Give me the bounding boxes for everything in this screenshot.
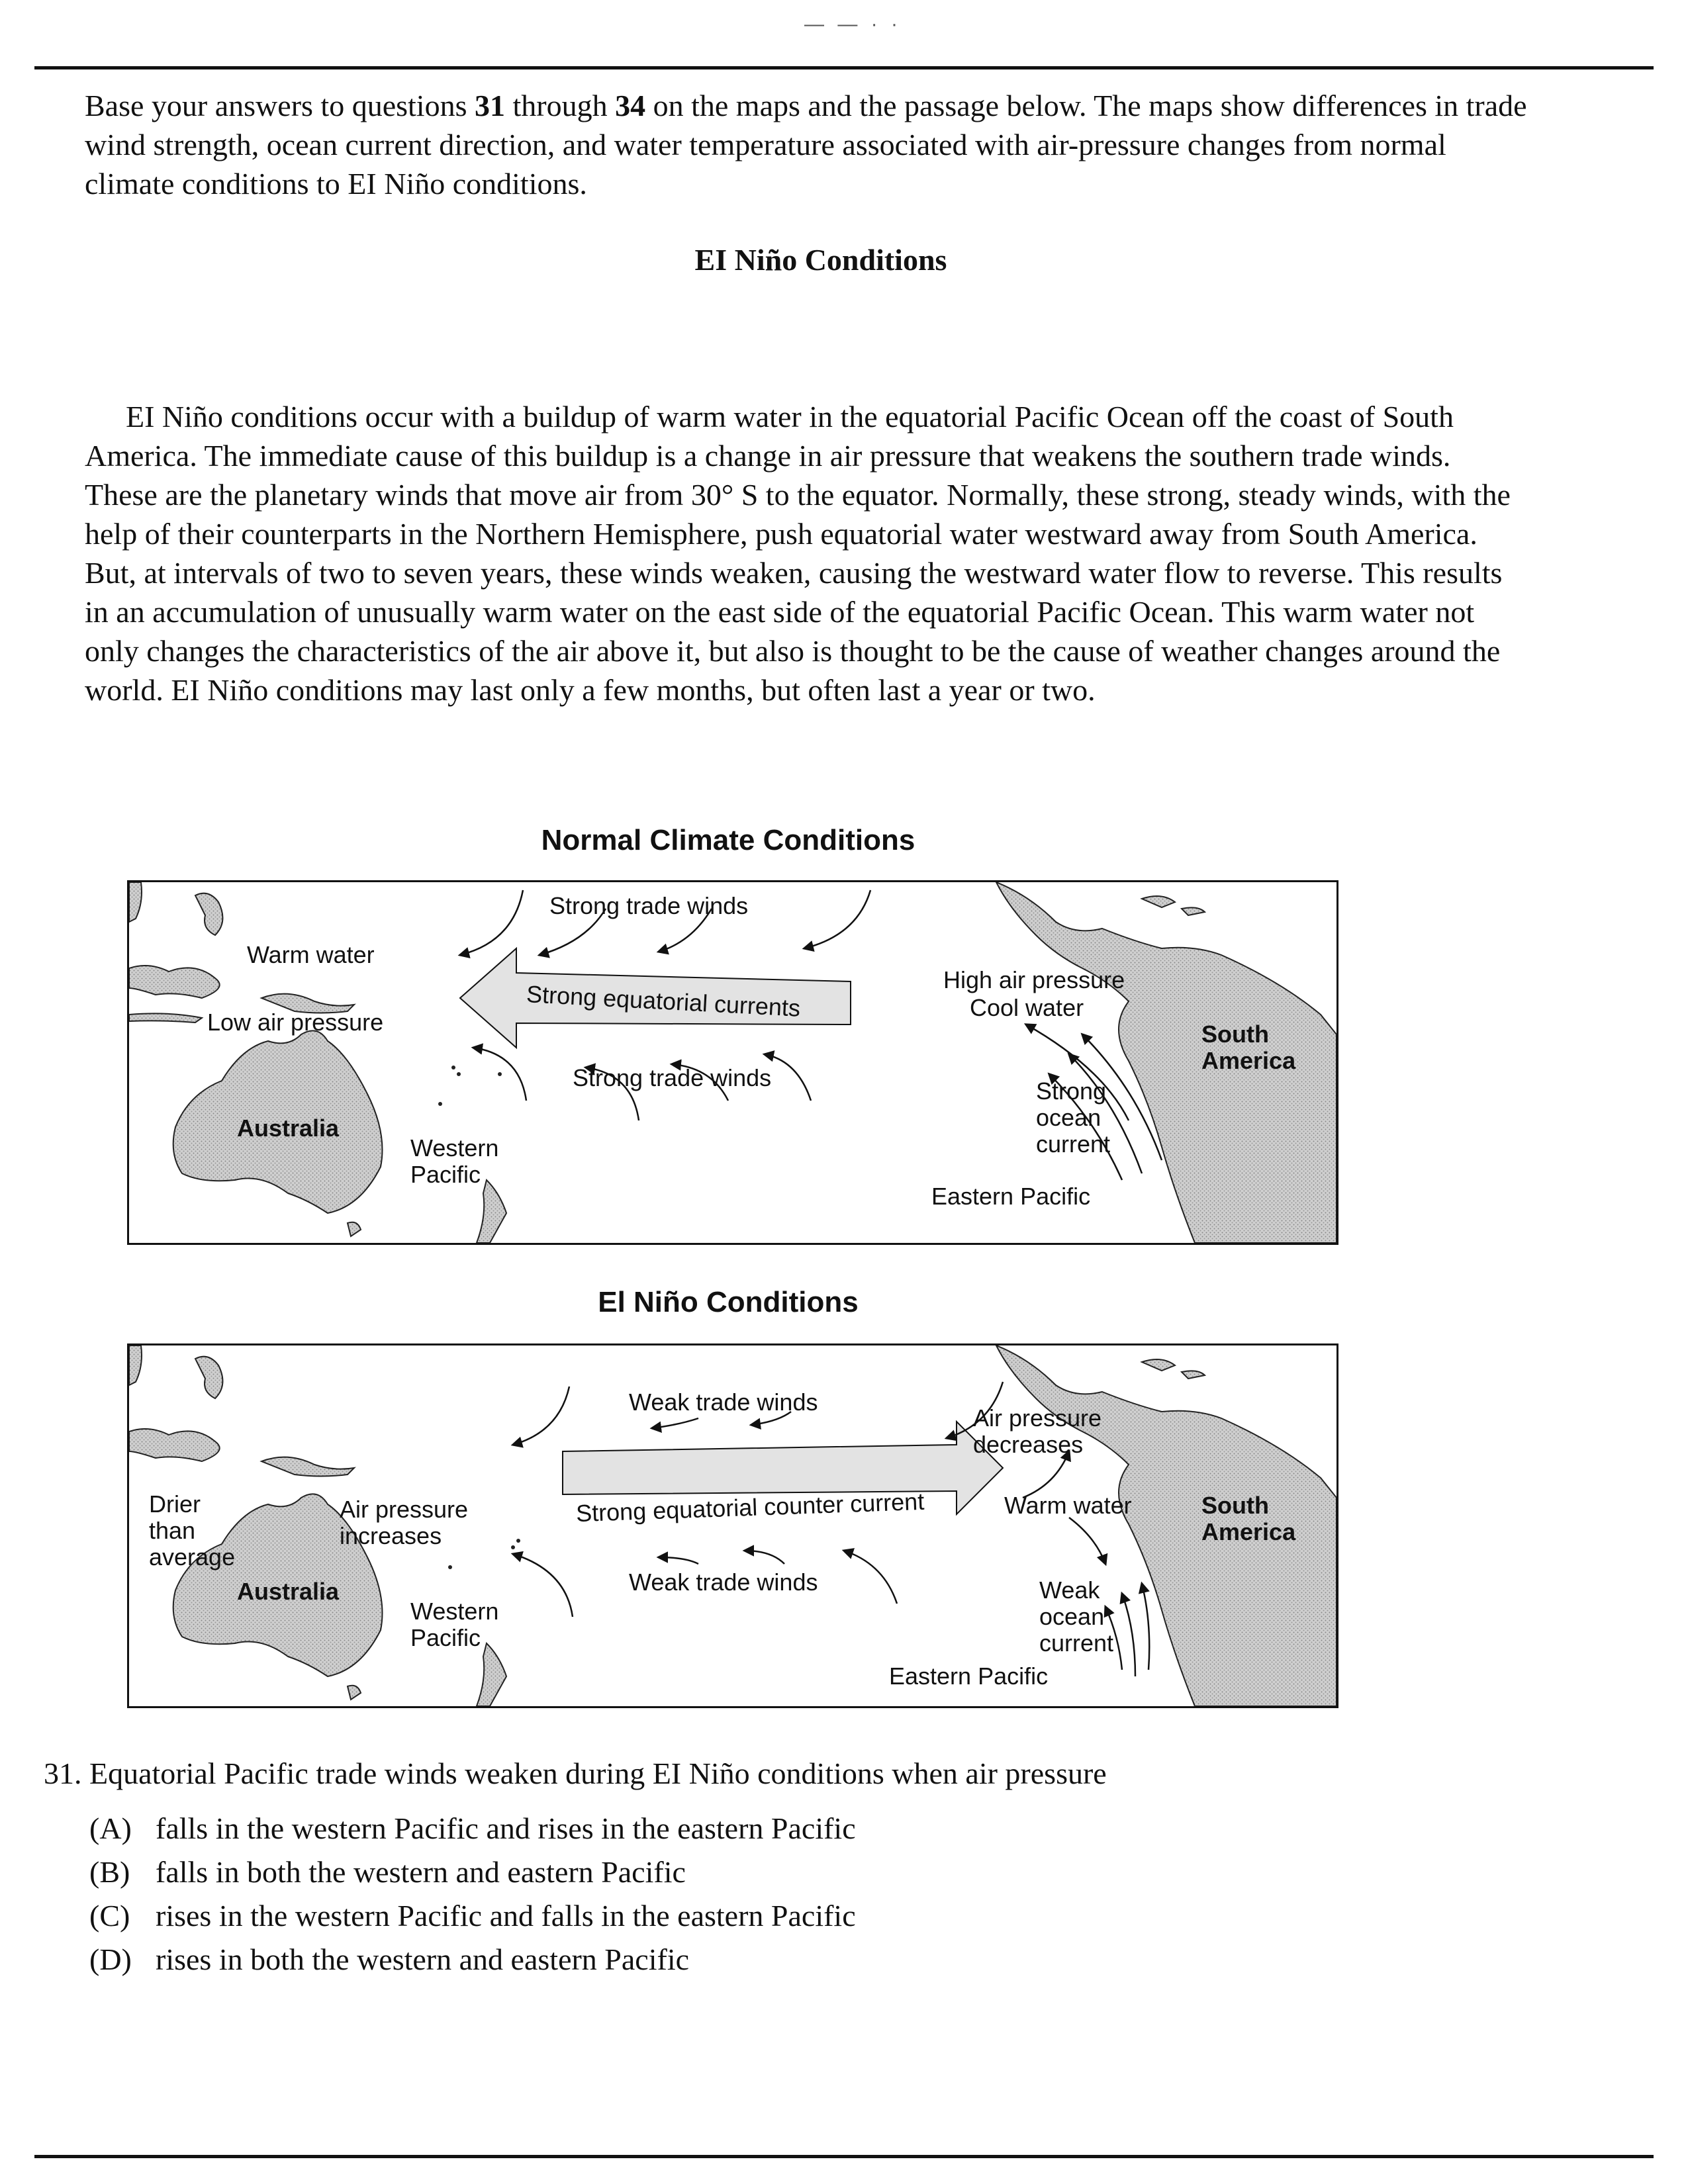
intro-paragraph [85,86,1528,203]
counter-current-label: Strong equatorial counter current [575,1487,925,1527]
section-title: EI Niño Conditions [694,243,947,277]
strong-ocean-current-label: Strong ocean current [1036,1077,1111,1158]
weak-trade-winds-south-label: Weak trade winds [629,1569,818,1596]
top-rule [34,66,1654,69]
cool-water-label: Cool water [970,994,1084,1021]
normal-map-title: Normal Climate Conditions [541,824,915,856]
page-marker: — — · · [804,13,902,35]
bottom-rule [34,2155,1654,2158]
question-text: Equatorial Pacific trade winds weaken during EI Niño conditions when air pressure [89,1756,1107,1790]
warm-water-label: Warm water [247,941,375,968]
australia-label: Australia [237,1115,340,1142]
western-pacific-label: Western Pacific [410,1134,499,1188]
choice-text: falls in the western Pacific and rises in the eastern Pacific [156,1811,856,1845]
intro-text-2: through [504,89,616,122]
air-pressure-increases-label: Air pressure increases [340,1496,469,1549]
choice-text: rises in both the western and eastern Pacific [156,1942,690,1976]
air-pressure-decreases-label: Air pressure decreases [973,1404,1102,1458]
choice-a[interactable] [89,1809,856,1848]
question-start-number: 31 [474,89,505,122]
question-31 [44,1754,1107,1794]
el-nino-map-title: El Niño Conditions [598,1286,859,1318]
strong-trade-winds-south-label: Strong trade winds [573,1064,772,1091]
drier-than-average-label: Drier than average [149,1490,236,1570]
south-america-label: South America [1201,1021,1296,1074]
tasmania-landmass [348,1222,361,1236]
warm-water-label: Warm water [1004,1492,1132,1519]
intro-text-3: on the maps and the passage below. The maps show differences in trade wind strength, ocean current direction, and water temperature associated with air-pressure changes from normal climate conditions to EI Niño conditions. [85,89,1527,201]
indonesia-islands [129,966,220,998]
strong-trade-winds-north-label: Strong trade winds [549,892,749,919]
weak-trade-winds-north-label: Weak trade winds [629,1388,818,1416]
strong-equatorial-currents-label: Strong equatorial currents [526,980,802,1022]
choice-letter: (C) [89,1899,130,1933]
south-america-label: South America [1201,1492,1296,1545]
passage [85,397,1528,709]
el-nino-conditions-map [127,1343,1338,1708]
new-zealand-landmass [477,1180,506,1243]
eastern-pacific-label: Eastern Pacific [889,1662,1049,1690]
normal-map-graphic [129,882,1336,1243]
choice-b[interactable] [89,1852,686,1892]
choice-letter: (D) [89,1942,132,1976]
passage-text: EI Niño conditions occur with a buildup of warm water in the equatorial Pacific Ocean off the coast of South America. The immediate cause of this buildup is a change in air pressure that weakens the southern trade winds. These are the planetary winds that move air from 30° S to the equator. Normally, these strong, steady winds, with the help of their counterparts in the Northern Hemisphere, push equatorial water westward away from South America. But, at intervals of two to seven years, these winds weaken, causing the westward water flow to reverse. This results in an accumulation of unusually warm water on the east side of the equatorial Pacific Ocean. This warm water not only changes the characteristics of the air above it, but also is thought to be the cause of weather changes around the world. EI Niño conditions may last only a few months, but often last a year or two. [85,400,1511,707]
western-pacific-label: Western Pacific [410,1598,499,1651]
question-end-number: 34 [615,89,646,122]
indonesia-islands [129,1429,220,1461]
question-number: 31. [44,1756,82,1790]
choice-letter: (B) [89,1855,130,1889]
choice-text: rises in the western Pacific and falls in the eastern Pacific [156,1899,856,1933]
eastern-pacific-label: Eastern Pacific [931,1183,1091,1210]
low-air-pressure-label: Low air pressure [207,1009,384,1036]
normal-conditions-map [127,880,1338,1245]
australia-label: Australia [237,1578,340,1605]
choice-letter: (A) [89,1811,132,1845]
intro-text-1: Base your answers to questions [85,89,475,122]
choice-d[interactable] [89,1940,689,1979]
choice-text: falls in both the western and eastern Pacific [156,1855,686,1889]
choice-c[interactable] [89,1896,856,1936]
weak-ocean-current-label: Weak ocean current [1039,1576,1114,1657]
new-zealand-landmass [477,1643,506,1706]
high-air-pressure-label: High air pressure [943,966,1125,993]
